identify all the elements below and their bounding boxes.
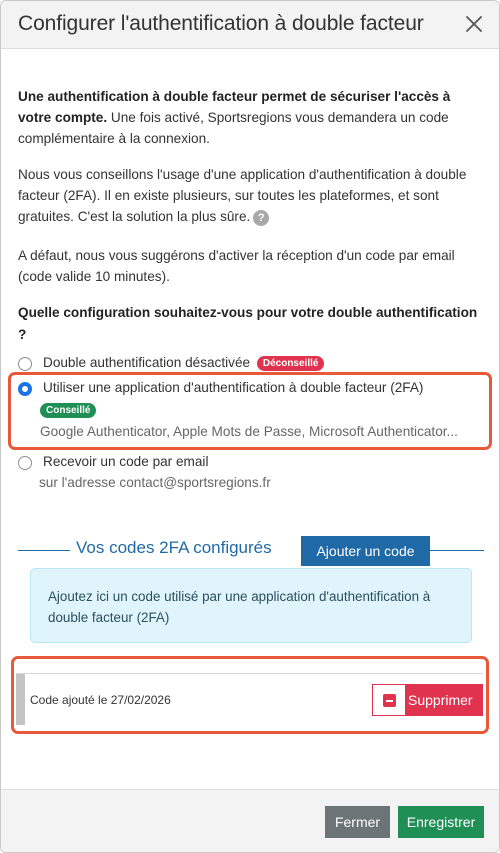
config-question: Quelle configuration souhaitez-vous pour votre double authentification ? [18, 305, 478, 342]
minus-icon [383, 694, 396, 707]
code-row-accent [16, 674, 25, 725]
option-disabled-label[interactable] [43, 355, 324, 371]
section-divider-left [18, 550, 70, 551]
codes-section-title: Vos codes 2FA configurés [76, 538, 272, 557]
delete-code-button[interactable] [372, 684, 483, 716]
advice-paragraph [18, 164, 484, 227]
option-disabled-text: Double authentification désactivée [43, 355, 251, 370]
option-email-sub: sur l'adresse contact@sportsregions.fr [39, 475, 271, 490]
close-icon[interactable] [463, 13, 485, 35]
badge-conseille: Conseillé [40, 403, 96, 418]
code-list-item [16, 673, 483, 725]
intro-bold: Une authentification à double facteur permet de sécuriser l'accès à votre compte. [18, 89, 451, 125]
radio-email[interactable] [18, 456, 32, 470]
delete-label: Supprimer [408, 692, 473, 708]
save-button[interactable]: Enregistrer [398, 806, 484, 838]
add-code-button[interactable]: Ajouter un code [301, 536, 430, 566]
help-icon[interactable]: ? [253, 210, 269, 226]
modal-footer [1, 789, 499, 853]
option-app-2fa-sub: Google Authenticator, Apple Mots de Passe, Microsoft Authenticator... [40, 424, 458, 439]
codes-info-text: Ajoutez ici un code utilisé par une application d'authentification à double facteur (2FA) [48, 589, 431, 625]
intro-rest: Une fois activé, Sportsregions vous demandera un code complémentaire à la connexion. [18, 110, 449, 146]
radio-app-2fa[interactable] [18, 382, 32, 396]
modal-header [1, 1, 499, 49]
advice-text: Nous vous conseillons l'usage d'une application d'authentification à double facteur (2FA). Il en existe plusieurs, sur toutes les plateformes, et sont gratuites. C'est la solution la plus sûre. [18, 167, 467, 224]
section-divider-right [430, 550, 484, 551]
default-paragraph: A défaut, nous vous suggérons d'activer la réception d'un code par email (code valide 10 minutes). [18, 248, 455, 284]
intro-paragraph [18, 86, 484, 149]
delete-icon-box [372, 684, 406, 716]
modal-title: Configurer l'authentification à double facteur [18, 12, 424, 35]
option-email-label[interactable]: Recevoir un code par email [43, 454, 209, 469]
close-button[interactable]: Fermer [325, 806, 390, 838]
codes-info-box [30, 568, 472, 643]
radio-disabled[interactable] [18, 357, 32, 371]
option-app-2fa-label[interactable]: Utiliser une application d'authentification à double facteur (2FA) [43, 380, 424, 395]
code-added-label: Code ajouté le 27/02/2026 [30, 693, 171, 707]
badge-deconseille: Déconseillé [257, 356, 325, 371]
